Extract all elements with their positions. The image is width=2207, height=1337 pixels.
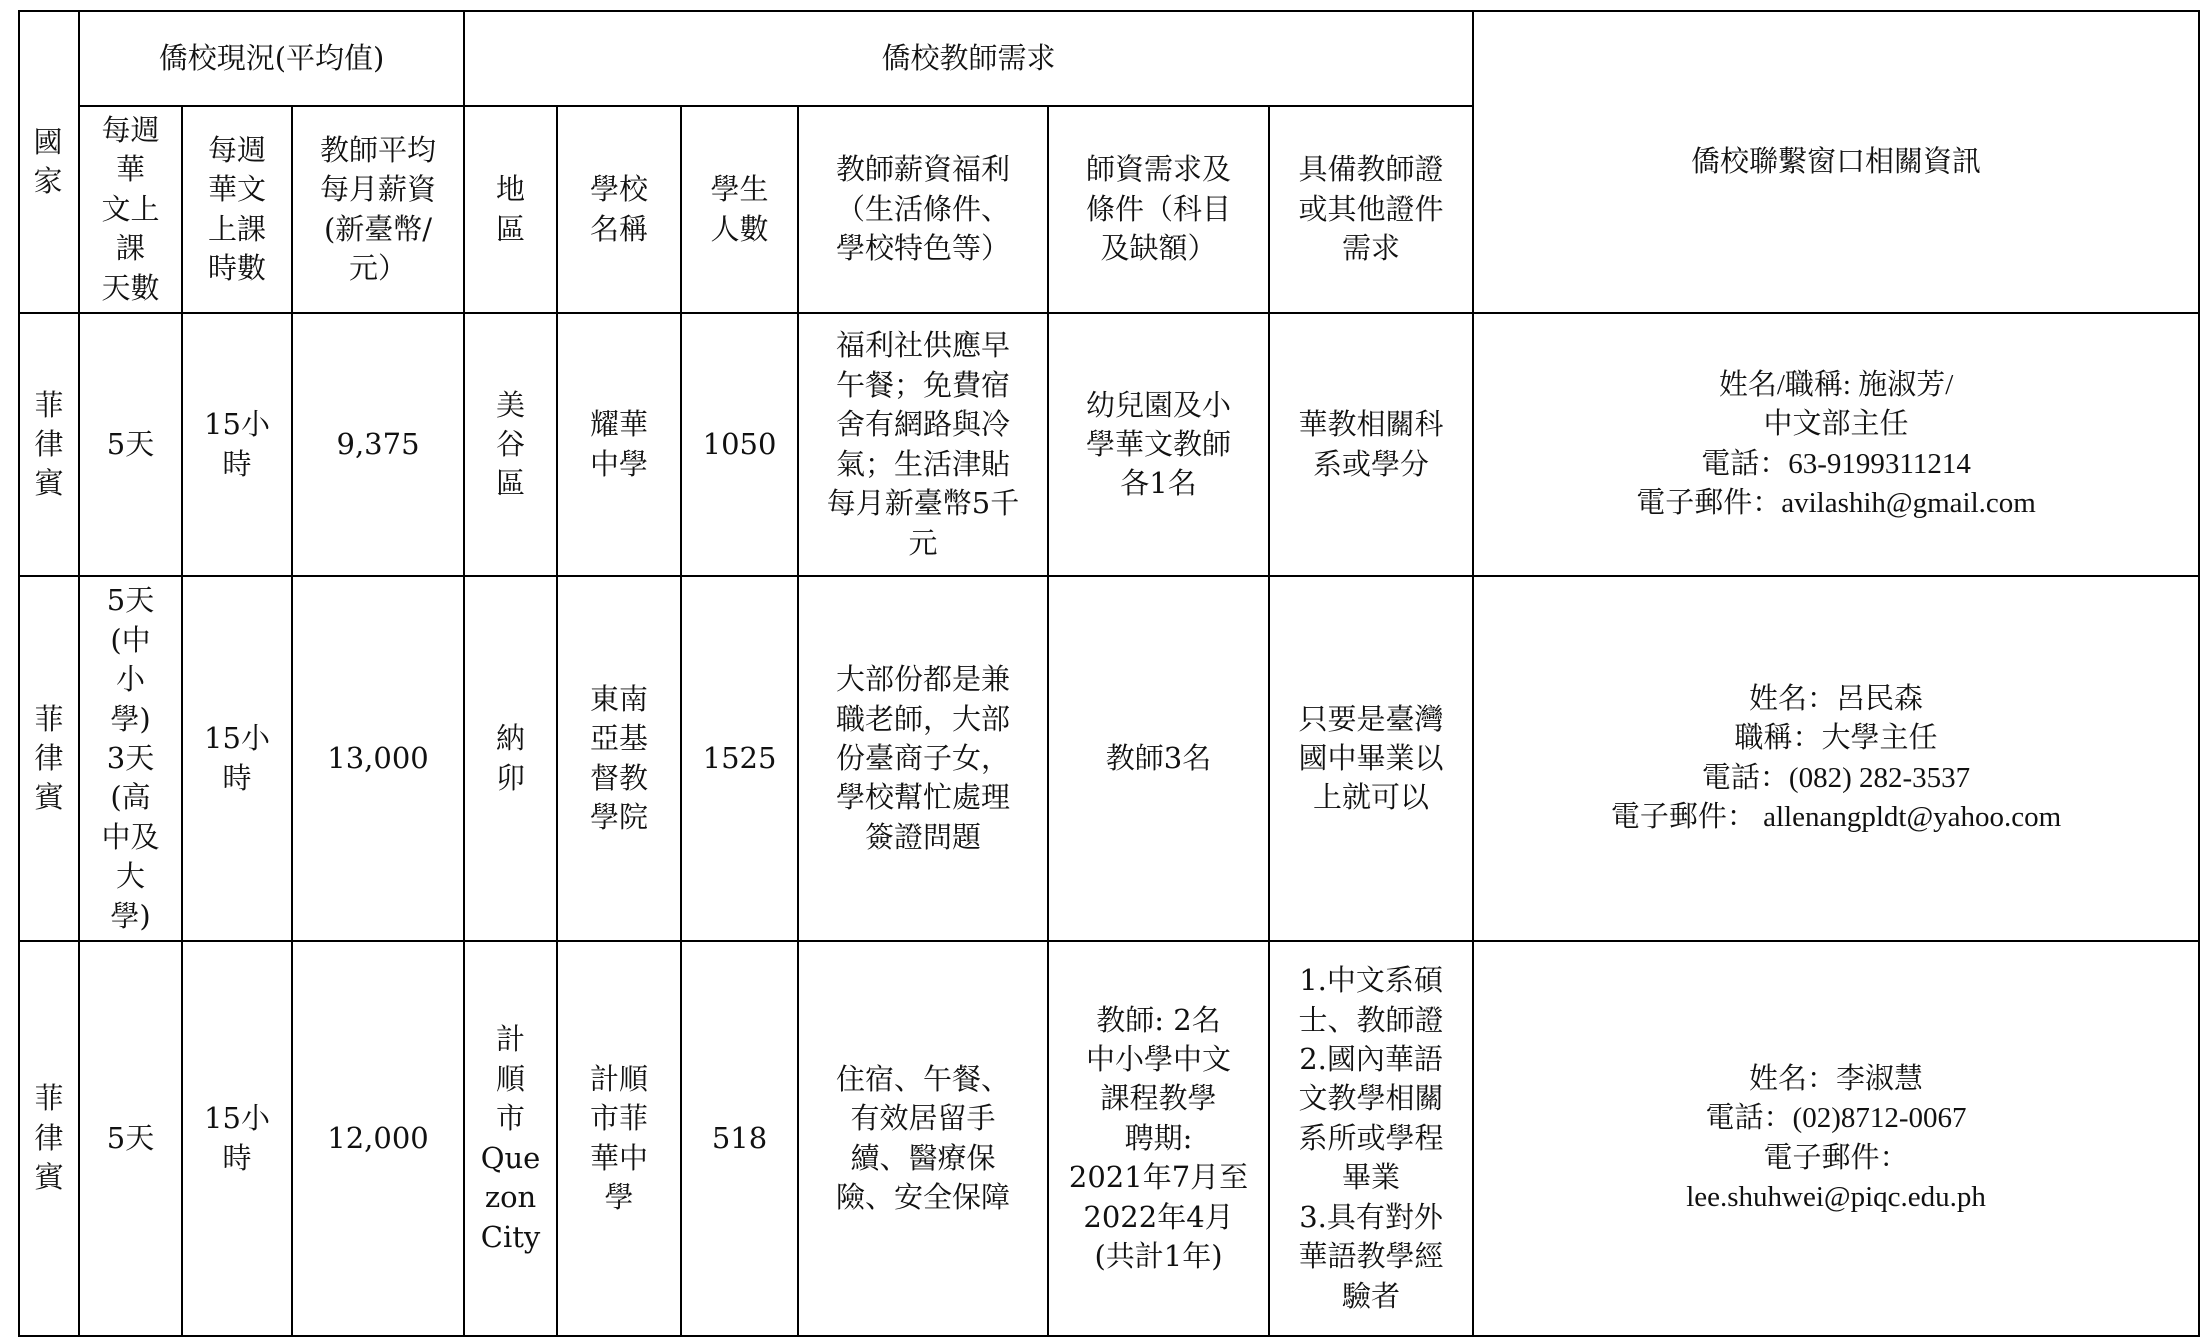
cell-country: 菲 律 賓 — [19, 313, 79, 576]
header-status-group: 僑校現況(平均值) — [79, 11, 464, 106]
header-salary: 教師平均 每月薪資 (新臺幣/ 元） — [292, 106, 464, 313]
header-row-group — [19, 11, 2199, 106]
cell-days: 5天 — [79, 941, 182, 1336]
cell-welfare: 福利社供應早 午餐；免費宿 舍有網路與冷 氣；生活津貼 每月新臺幣5千 元 — [798, 313, 1048, 576]
cell-certificate: 華教相關科 系或學分 — [1269, 313, 1473, 576]
header-certificate: 具備教師證 或其他證件 需求 — [1269, 106, 1473, 313]
header-welfare: 教師薪資福利 （生活條件、 學校特色等） — [798, 106, 1048, 313]
table-row — [19, 313, 2199, 576]
header-need-group: 僑校教師需求 — [464, 11, 1473, 106]
cell-welfare: 大部份都是兼 職老師，大部 份臺商子女， 學校幫忙處理 簽證問題 — [798, 576, 1048, 941]
cell-requirement: 教師: 2名 中小學中文 課程教學 聘期: 2021年7月至 2022年4月 (共計1年) — [1048, 941, 1269, 1336]
cell-school: 東南 亞基 督教 學院 — [557, 576, 681, 941]
cell-salary: 9,375 — [292, 313, 464, 576]
cell-region: 美 谷 區 — [464, 313, 557, 576]
table-row — [19, 941, 2199, 1336]
header-contact: 僑校聯繫窗口相關資訊 — [1473, 11, 2199, 313]
header-region: 地 區 — [464, 106, 557, 313]
header-students: 學生 人數 — [681, 106, 798, 313]
cell-country: 菲 律 賓 — [19, 576, 79, 941]
cell-contact: 姓名/職稱: 施淑芳/ 中文部主任 電話：63-9199311214 電子郵件：avilashih@gmail.com — [1473, 313, 2199, 576]
cell-students: 1525 — [681, 576, 798, 941]
header-requirement: 師資需求及 條件（科目 及缺額） — [1048, 106, 1269, 313]
cell-certificate: 1.中文系碩 士、教師證 2.國內華語 文教學相關 系所或學程 畢業 3.具有對外 華語教學經 驗者 — [1269, 941, 1473, 1336]
cell-school: 計順 市菲 華中 學 — [557, 941, 681, 1336]
cell-hours: 15小 時 — [182, 313, 292, 576]
cell-region: 納 卯 — [464, 576, 557, 941]
cell-region: 計 順 市 Que zon City — [464, 941, 557, 1336]
table-row — [19, 576, 2199, 941]
cell-students: 1050 — [681, 313, 798, 576]
cell-hours: 15小 時 — [182, 576, 292, 941]
header-days: 每週華 文上課 天數 — [79, 106, 182, 313]
cell-certificate: 只要是臺灣 國中畢業以 上就可以 — [1269, 576, 1473, 941]
cell-welfare: 住宿、午餐、 有效居留手 續、醫療保 險、安全保障 — [798, 941, 1048, 1336]
cell-contact: 姓名：呂民森 職稱：大學主任 電話：(082) 282-3537 電子郵件： allenangpldt@yahoo.com — [1473, 576, 2199, 941]
header-school: 學校 名稱 — [557, 106, 681, 313]
cell-salary: 12,000 — [292, 941, 464, 1336]
cell-hours: 15小 時 — [182, 941, 292, 1336]
cell-salary: 13,000 — [292, 576, 464, 941]
cell-days: 5天 — [79, 313, 182, 576]
teacher-demand-table — [18, 10, 2200, 1337]
cell-students: 518 — [681, 941, 798, 1336]
cell-requirement: 幼兒園及小 學華文教師 各1名 — [1048, 313, 1269, 576]
cell-school: 耀華 中學 — [557, 313, 681, 576]
cell-contact: 姓名：李淑慧 電話：(02)8712-0067 電子郵件： lee.shuhwei@piqc.edu.ph — [1473, 941, 2199, 1336]
cell-country: 菲 律 賓 — [19, 941, 79, 1336]
header-hours: 每週 華文 上課 時數 — [182, 106, 292, 313]
cell-days: 5天 (中 小 學) 3天 (高 中及 大 學) — [79, 576, 182, 941]
header-country: 國 家 — [19, 11, 79, 313]
cell-requirement: 教師3名 — [1048, 576, 1269, 941]
